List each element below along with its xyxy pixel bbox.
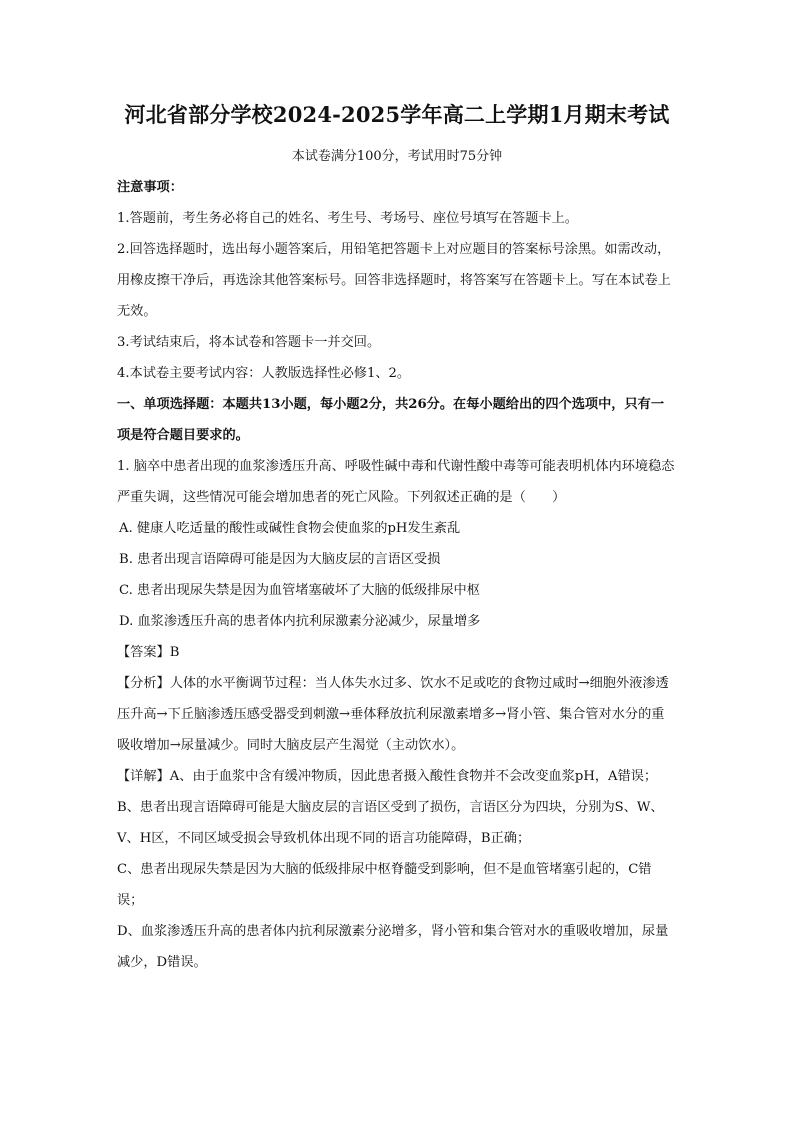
- detail-paragraph-d: D、血浆渗透压升高的患者体内抗利尿激素分泌增多，肾小管和集合管对水的重吸收增加，尿量减少，D错误。: [117, 924, 669, 970]
- notice-item: 2.回答选择题时，选出每小题答案后，用铅笔把答题卡上对应题目的答案标号涂黑。如需改动，用橡皮擦干净后，再选涂其他答案标号。回答非选择题时，将答案写在答题卡上。写在本试卷上无效。: [117, 242, 671, 319]
- question-stem: 1. 脑卒中患者出现的血浆渗透压升高、呼吸性碱中毒和代谢性酸中毒等可能表明机体内环境稳态严重失调，这些情况可能会增加患者的死亡风险。下列叙述正确的是（ ）: [117, 459, 675, 505]
- document-body: [117, 172, 675, 978]
- question-option-a: A. 健康人吃适量的酸性或碱性食物会使血浆的pH发生紊乱: [119, 521, 461, 536]
- notice-item: 1.答题前，考生务必将自己的姓名、考生号、考场号、座位号填写在答题卡上。: [117, 211, 578, 226]
- notice-item: 4.本试卷主要考试内容：人教版选择性必修1、2。: [117, 366, 411, 381]
- question-option-b: B. 患者出现言语障碍可能是因为大脑皮层的言语区受损: [119, 552, 441, 567]
- page-subtitle: 本试卷满分100分，考试用时75分钟: [291, 149, 503, 164]
- detail-paragraph-b: B、患者出现言语障碍可能是大脑皮层的言语区受到了损伤，言语区分为四块，分别为S、W、V、H区，不同区域受损会导致机体出现不同的语言功能障碍，B正确；: [117, 800, 664, 846]
- section-heading: 一、单项选择题：本题共13小题，每小题2分，共26分。在每小题给出的四个选项中，只有一项是符合题目要求的。: [117, 397, 665, 443]
- analysis-paragraph: 【分析】人体的水平衡调节过程：当人体失水过多、饮水不足或吃的食物过咸时→细胞外液渗透压升高→下丘脑渗透压感受器受到刺激→垂体释放抗利尿激素增多→肾小管、集合管对水分的重吸收增加→尿量减少。同时大脑皮层产生渴觉（主动饮水）。: [117, 676, 669, 753]
- notice-heading: 注意事项：: [117, 180, 183, 195]
- notice-item: 3.考试结束后，将本试卷和答题卡一并交回。: [117, 335, 381, 350]
- detail-paragraph-c: C、患者出现尿失禁是因为大脑的低级排尿中枢脊髓受到影响，但不是血管堵塞引起的，C错误；: [117, 862, 652, 908]
- detail-paragraph-a: 【详解】A、由于血浆中含有缓冲物质，因此患者摄入酸性食物并不会改变血浆pH，A错误；: [117, 769, 658, 784]
- question-option-d: D. 血浆渗透压升高的患者体内抗利尿激素分泌减少，尿量增多: [119, 614, 481, 629]
- page-title: 河北省部分学校2024-2025学年高二上学期1月期末考试: [124, 102, 670, 127]
- question-option-c: C. 患者出现尿失禁是因为血管堵塞破坏了大脑的低级排尿中枢: [119, 583, 480, 598]
- answer-line: 【答案】B: [117, 645, 180, 660]
